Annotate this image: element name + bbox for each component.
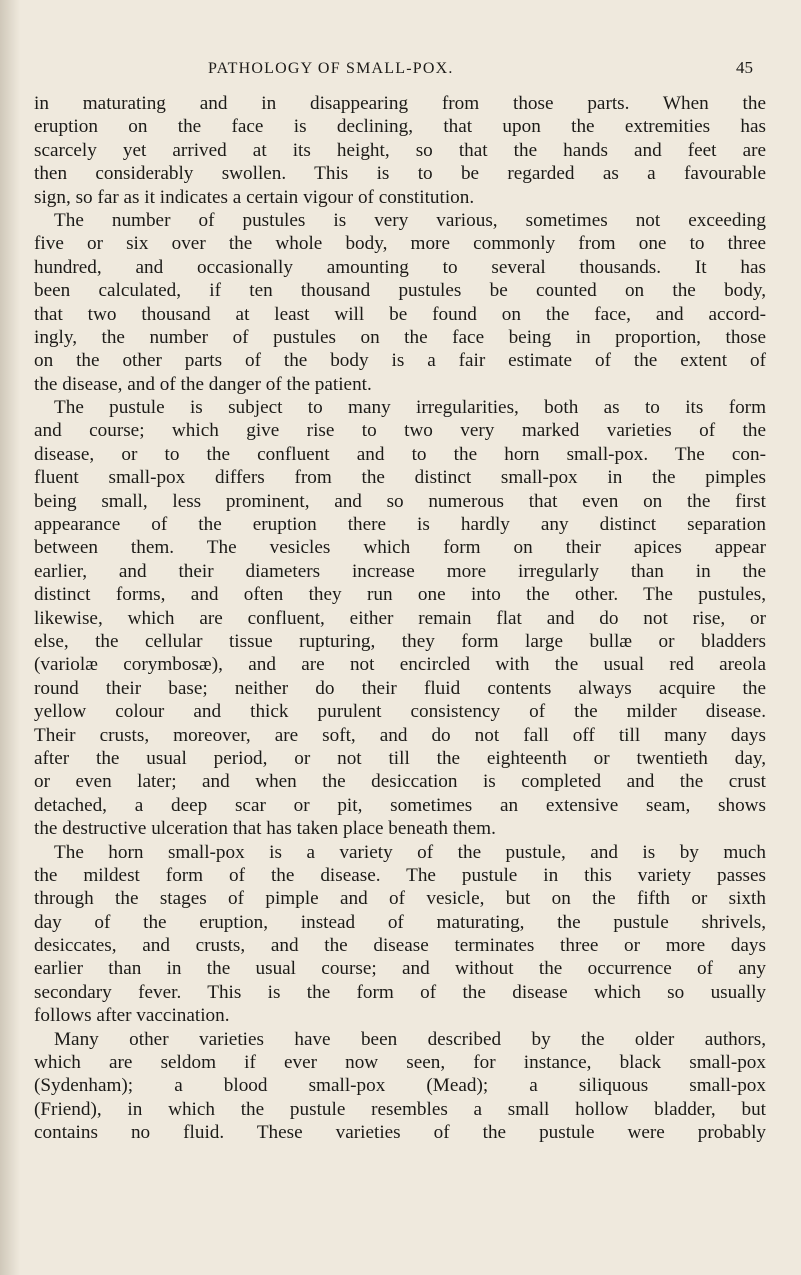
body-text [34, 92, 766, 1145]
page-header [0, 58, 801, 82]
text-line: five or six over the whole body, more commonly from one to three [34, 233, 766, 255]
text-line: the destructive ulceration that has taken place beneath them. [34, 818, 496, 840]
text-line: ingly, the number of pustules on the face being in proportion, those [34, 326, 766, 348]
paragraph-start-line: The number of pustules is very various, sometimes not exceeding [54, 209, 766, 231]
text-line: else, the cellular tissue rupturing, they form large bullæ or bladders [34, 630, 766, 652]
text-line: or even later; and when the desiccation is completed and the crust [34, 771, 766, 793]
text-line: on the other parts of the body is a fair estimate of the extent of [34, 350, 766, 372]
paragraph-start-line: The horn small-pox is a variety of the pustule, and is by much [54, 841, 766, 863]
text-line: sign, so far as it indicates a certain vigour of constitution. [34, 186, 475, 208]
text-line: being small, less prominent, and so numerous that even on the first [34, 490, 766, 512]
text-line: distinct forms, and often they run one into the other. The pustules, [34, 584, 766, 606]
text-line: appearance of the eruption there is hardly any distinct separation [34, 514, 766, 536]
text-line: earlier, and their diameters increase more irregularly than in the [34, 560, 766, 582]
text-line: after the usual period, or not till the eighteenth or twentieth day, [34, 747, 766, 769]
text-line: (Friend), in which the pustule resembles a small hollow bladder, but [34, 1098, 766, 1120]
text-line: (variolæ corymbosæ), and are not encircled with the usual red areola [34, 654, 766, 676]
text-line: that two thousand at least will be found on the face, and accord- [34, 303, 766, 325]
text-line: scarcely yet arrived at its height, so that the hands and feet are [34, 139, 766, 161]
text-line: yellow colour and thick purulent consistency of the milder disease. [34, 701, 766, 723]
running-title: PATHOLOGY OF SMALL-POX. [208, 60, 454, 77]
text-line: likewise, which are confluent, either remain flat and do not rise, or [34, 607, 766, 629]
text-line: eruption on the face is declining, that upon the extremities has [34, 116, 766, 138]
text-line: and course; which give rise to two very marked varieties of the [34, 420, 766, 442]
text-line: earlier than in the usual course; and without the occurrence of any [34, 958, 766, 980]
text-line: disease, or to the confluent and to the horn small-pox. The con- [34, 443, 766, 465]
text-line: then considerably swollen. This is to be regarded as a favourable [34, 163, 766, 185]
text-line: (Sydenham); a blood small-pox (Mead); a siliquous small-pox [34, 1075, 766, 1097]
text-line: been calculated, if ten thousand pustules be counted on the body, [34, 280, 766, 302]
text-line: in maturating and in disappearing from those parts. When the [34, 93, 766, 114]
text-line: follows after vaccination. [34, 1005, 230, 1027]
paragraph-start-line: Many other varieties have been described by the older authors, [54, 1028, 766, 1050]
text-line: Their crusts, moreover, are soft, and do not fall off till many days [34, 724, 766, 746]
text-line: secondary fever. This is the form of the disease which so usually [34, 981, 766, 1003]
text-line: the mildest form of the disease. The pustule in this variety passes [34, 864, 766, 886]
text-line: hundred, and occasionally amounting to several thousands. It has [34, 256, 766, 278]
text-line: round their base; neither do their fluid contents always acquire the [34, 677, 766, 699]
text-line: day of the eruption, instead of maturating, the pustule shrivels, [34, 911, 766, 933]
page-number: 45 [736, 58, 753, 77]
text-line: fluent small-pox differs from the distinct small-pox in the pimples [34, 467, 766, 489]
text-line: which are seldom if ever now seen, for instance, black small-pox [34, 1052, 766, 1074]
text-line: contains no fluid. These varieties of the pustule were probably [34, 1122, 766, 1144]
text-line: desiccates, and crusts, and the disease terminates three or more days [34, 935, 766, 957]
paragraph-start-line: The pustule is subject to many irregularities, both as to its form [54, 397, 766, 419]
text-line: detached, a deep scar or pit, sometimes an extensive seam, shows [34, 794, 766, 816]
binding-shadow [0, 0, 20, 1275]
text-line: between them. The vesicles which form on their apices appear [34, 537, 766, 559]
text-line: the disease, and of the danger of the patient. [34, 373, 372, 395]
text-line: through the stages of pimple and of vesicle, but on the fifth or sixth [34, 888, 766, 910]
